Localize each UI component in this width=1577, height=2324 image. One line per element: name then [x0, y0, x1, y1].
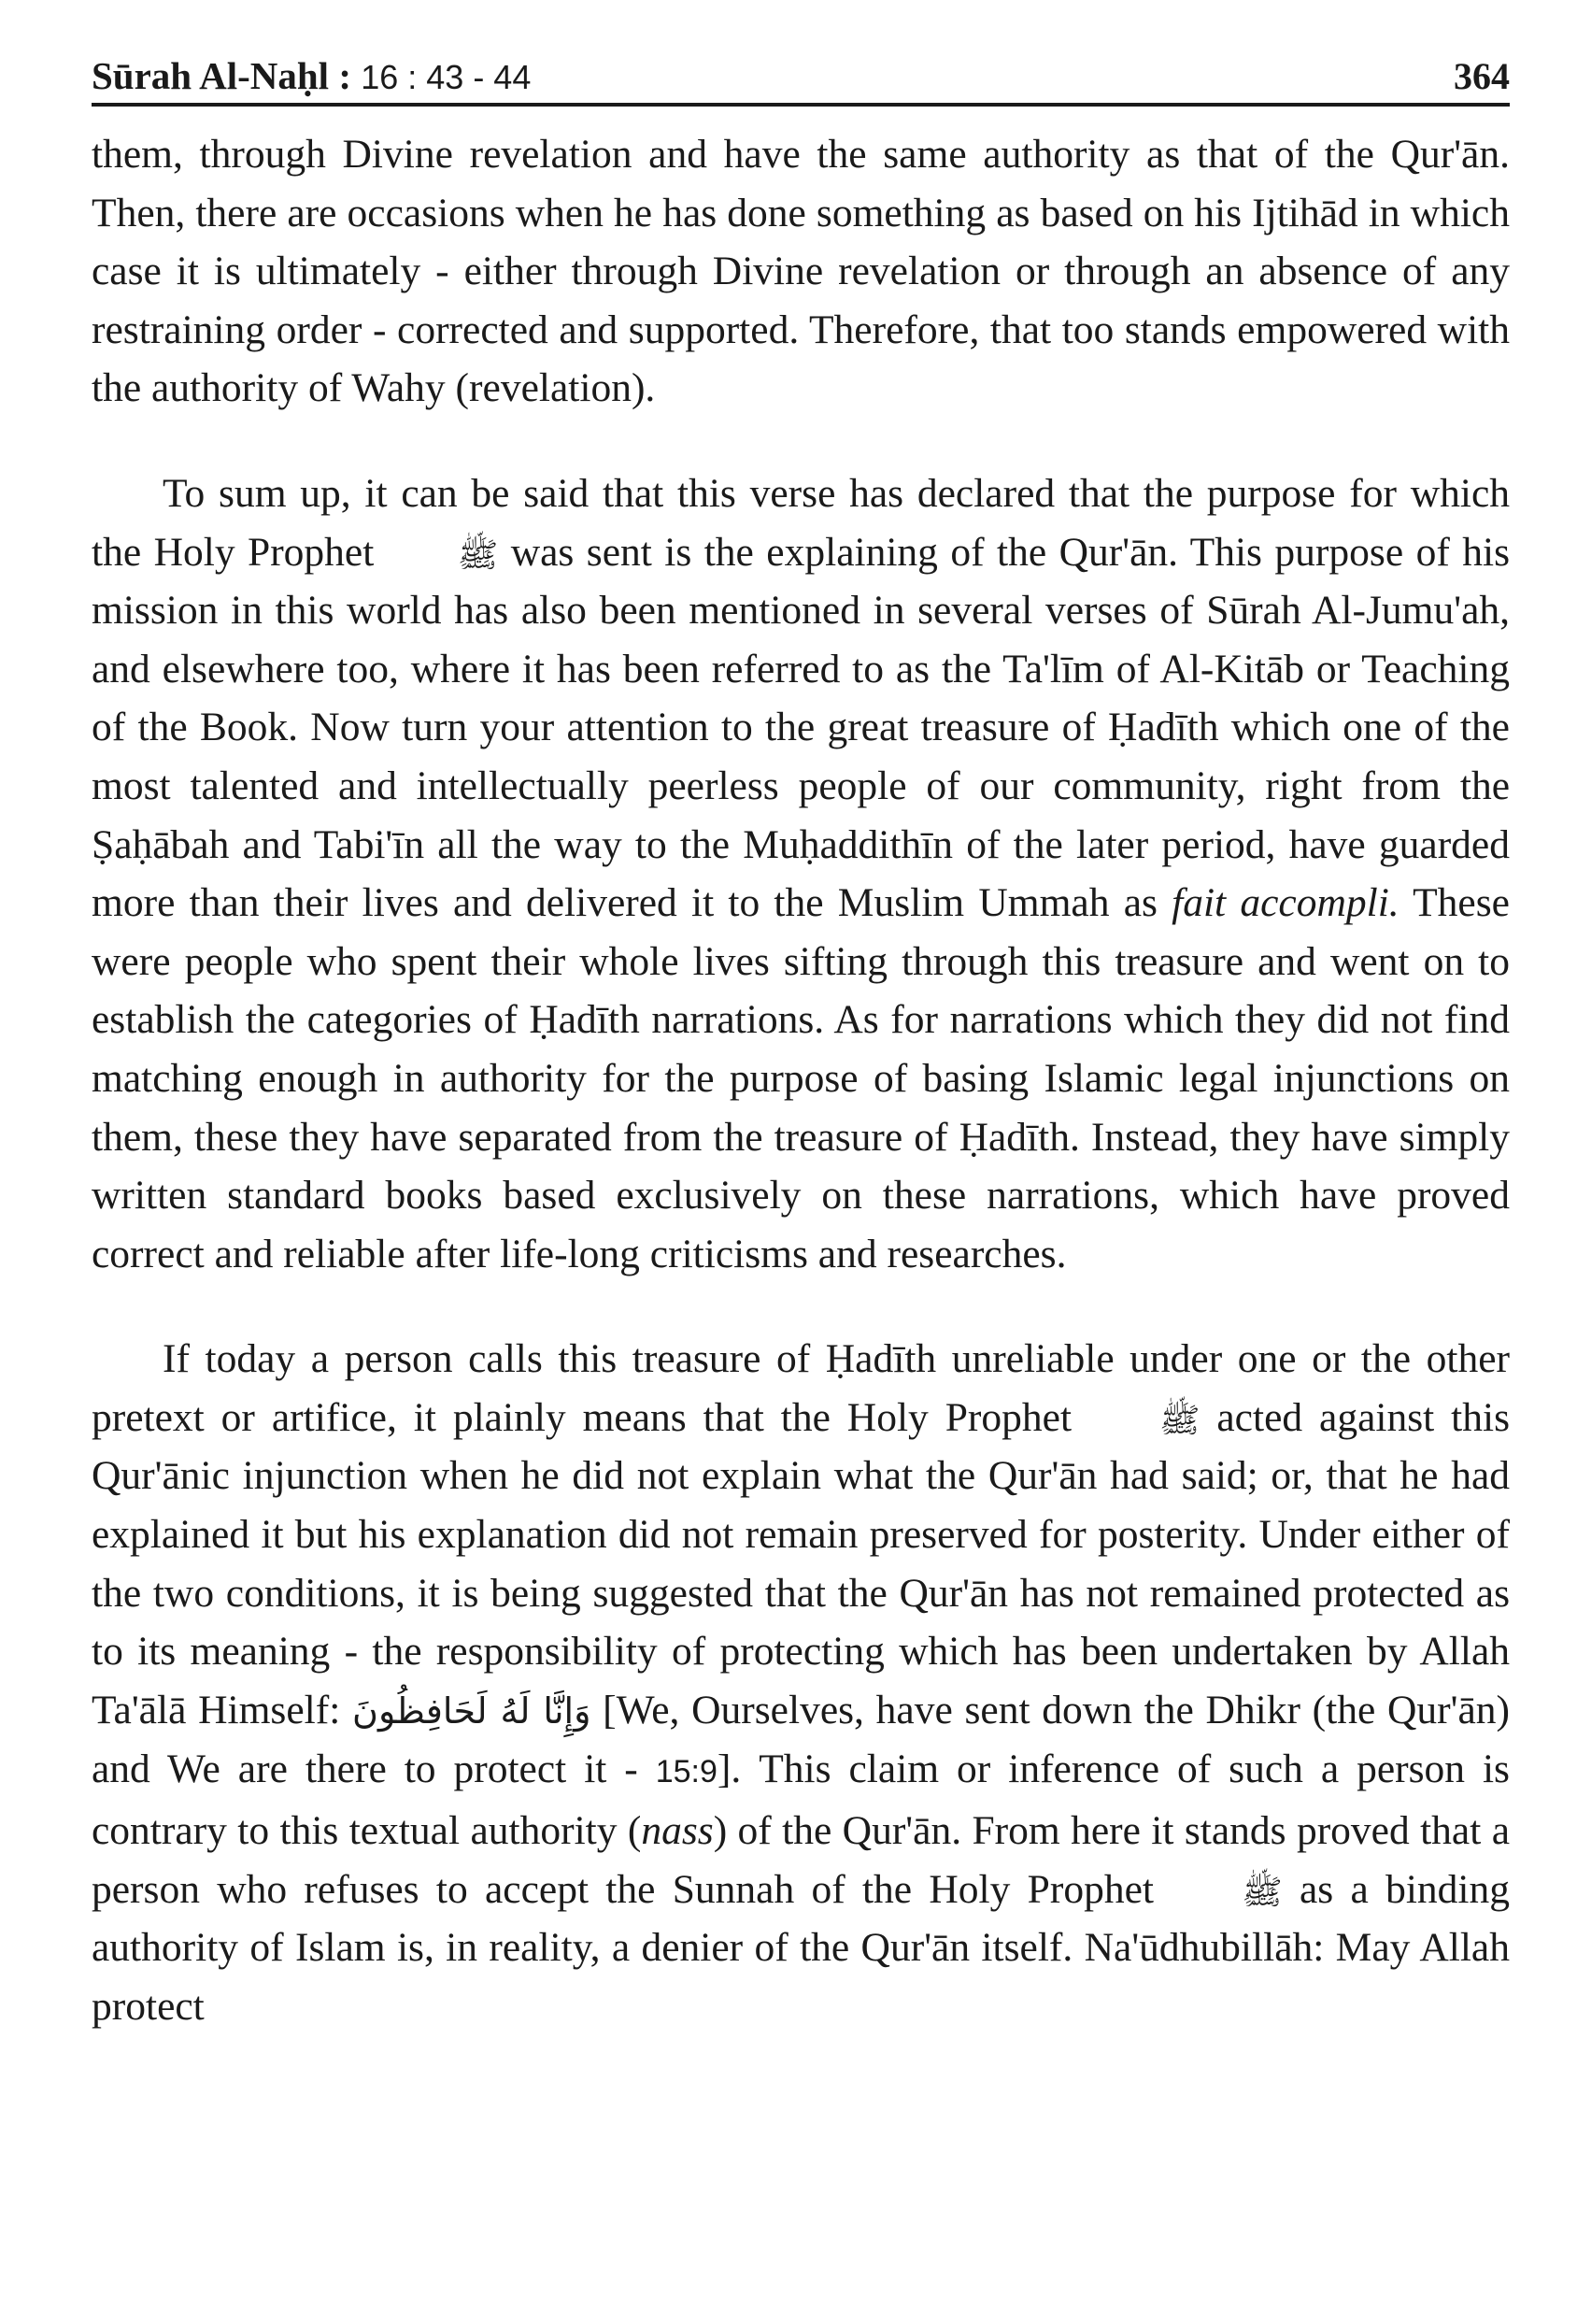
paragraph-1-line: the Qur'ān. Then, there are occasions when he has done something as: [92, 132, 1510, 235]
page-number: 364: [1454, 55, 1510, 97]
paragraph-3-text: If today a person calls this treasure of Ḥadīth unreliable under one or the other pretext or artifice, it plainly means that the Holy Prophet: [92, 1336, 1510, 1440]
paragraph-1: [92, 125, 1510, 418]
italic-term: nass: [641, 1808, 714, 1854]
arabic-quotation: وَإِنَّا لَهُ لَحَافِظُونَ: [352, 1690, 591, 1732]
salutation-glyph-icon: ﷺ: [457, 535, 499, 575]
verse-citation: 15:9: [655, 1754, 717, 1790]
paragraph-1-line: based on his Ijtihād in which case it is ultimately - either through Divine: [92, 190, 1510, 294]
salutation-glyph-icon: ﷺ: [1242, 1873, 1283, 1912]
italic-phrase: fait accompli.: [1172, 880, 1399, 926]
paragraph-3-text: ]. This claim or inference of such a person is contrary to this textual authority (: [92, 1747, 1510, 1854]
header-title: Sūrah Al-Naḥl : 16 : 43 - 44: [92, 54, 532, 97]
document-page: [92, 37, 1510, 2035]
surah-name: Sūrah Al-Naḥl: [92, 54, 330, 97]
page-body: [92, 125, 1510, 2035]
running-header: [92, 37, 1510, 107]
paragraph-1-line: them, through Divine revelation and have the same authority as that of: [92, 132, 1309, 177]
paragraph-3-text: acted against this Qur'ānic injunction when he did not explain what the Qur'ān had said; or, that he had explained it but his explanation did not remain preserved for posterity. Under either of the two conditions, it is being suggested that the Qur'ān has not remained protected as to its meaning - the responsibility of protecting which has been undertaken by Allah Ta'ālā Himself:: [92, 1394, 1511, 1732]
paragraph-1-line: supported. Therefore, that too stands empowered with the authority of: [92, 307, 1510, 411]
paragraph-gap: [92, 1283, 1510, 1330]
paragraph-2-text: To sum up, it can be said that this verse has declared that the purpose for which the Holy Prophet: [92, 470, 1510, 575]
paragraph-3-text: as a binding authority of Islam is, in reality, a denier of the Qur'ān itself. Na'ūdhubillāh: May Allah protect: [92, 1866, 1510, 2029]
paragraph-3-text: ) of the Qur'ān. From here it stands proved that a person who refuses to accept the Sunnah of the Holy Prophet: [92, 1808, 1510, 1912]
paragraph-3: [92, 1330, 1510, 2035]
paragraph-1-line: Wahy (revelation).: [351, 365, 656, 411]
salutation-glyph-icon: ﷺ: [1158, 1401, 1201, 1440]
paragraph-1-line: revelation or through an absence of any restraining order - corrected and: [92, 249, 1510, 352]
paragraph-gap: [92, 418, 1510, 464]
paragraph-2-text: was sent is the explaining of the Qur'ān. This purpose of his mission in this world has also been mentioned in several verses of Sūrah Al-Jumu'ah, and elsewhere too, where it has been referred to as the Ta'līm of Al-Kitāb or Teaching of the Book. Now turn your attention to the great treasure of Ḥadīth which one of the most talented and intellectually peerless people of our community, right from the Ṣaḥābah and Tabi'īn all the way to the Muḥaddithīn of the later period, have guarded more than their lives and delivered it to the Muslim Ummah as: [92, 529, 1510, 926]
paragraph-3-text: [We, Ourselves, have sent down the Dhikr (the Qur'ān) and We are there to protect it -: [92, 1687, 1511, 1792]
paragraph-2: [92, 464, 1510, 1283]
paragraph-2-text: These were people who spent their whole lives sifting through this treasure and went on to establish the categories of Ḥadīth narrations. As for narrations which they did not find matching enough in authority for the purpose of basing Islamic legal injunctions on them, these they have separated from the treasure of Ḥadīth. Instead, they have simply written standard books based exclusively on these narrations, which have proved correct and reliable after life-long criticisms and researches.: [92, 880, 1510, 1276]
verse-reference: 16 : 43 - 44: [361, 58, 532, 96]
